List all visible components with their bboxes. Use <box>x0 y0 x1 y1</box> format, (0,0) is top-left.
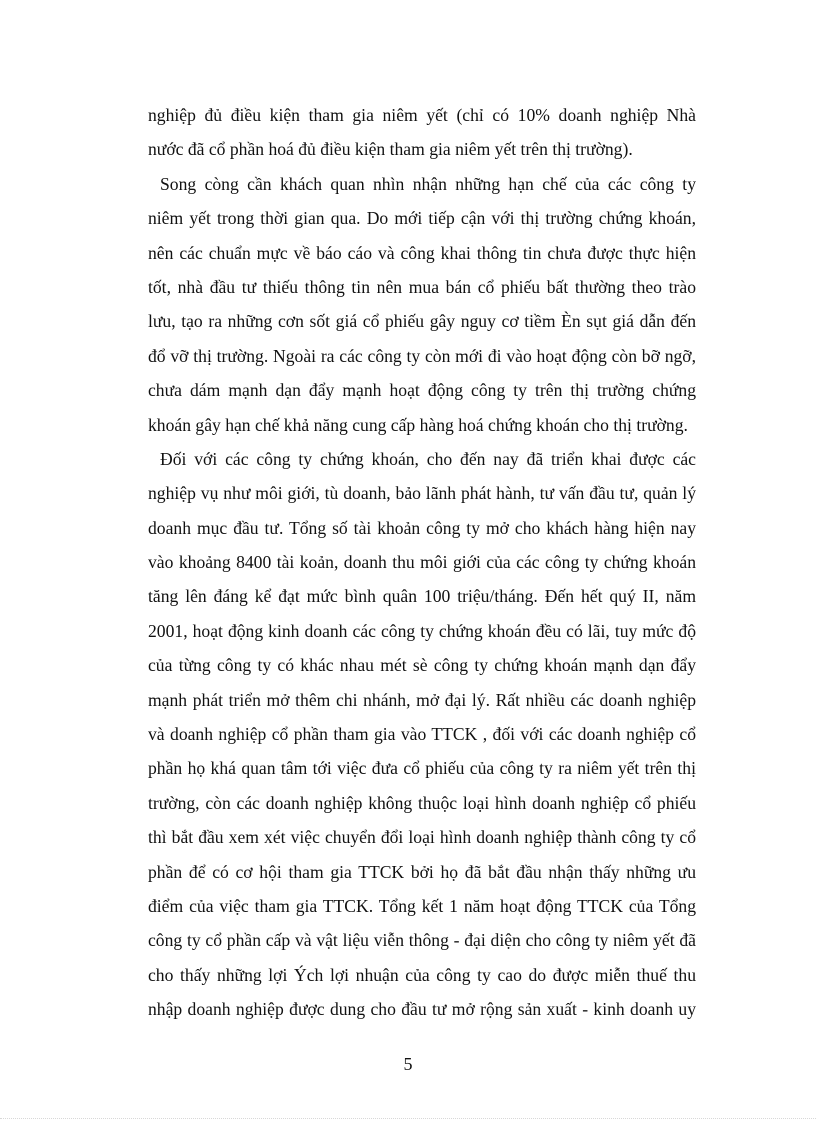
text-line: nghiệp đủ điều kiện tham gia niêm yết (chỉ có 10% doanh nghiệp Nhà <box>148 105 696 125</box>
text-line: doanh mục đầu tư. Tổng số tài khoản công ty mở cho khách hàng hiện nay <box>148 517 696 538</box>
text-line-paragraph-start: Song còng cần khách quan nhìn nhận những hạn chế của các công ty <box>160 173 696 194</box>
text-line: phần để có cơ hội tham gia TTCK bởi họ đã bắt đầu nhận thấy những ưu <box>148 861 696 882</box>
text-line: 2001, hoạt động kinh doanh các công ty chứng khoán đều có lãi, tuy mức độ <box>148 620 696 641</box>
text-line: nước đã cổ phần hoá đủ điều kiện tham gia niêm yết trên thị trường). <box>148 139 633 160</box>
text-line: và doanh nghiệp cổ phần tham gia vào TTCK , đối với các doanh nghiệp cổ <box>148 724 696 745</box>
text-line: khoán gây hạn chế khả năng cung cấp hàng hoá chứng khoán cho thị trường. <box>148 414 688 435</box>
text-line: của từng công ty có khác nhau mét sè công ty chứng khoán mạnh dạn đẩy <box>148 655 696 676</box>
text-line: nghiệp vụ như môi giới, tù doanh, bảo lãnh phát hành, tư vấn đầu tư, quản lý <box>148 483 696 504</box>
text-line: cho thấy những lợi Ých lợi nhuận của công ty cao do được miễn thuế thu <box>148 964 696 985</box>
text-line: nên các chuẩn mực về báo cáo và công khai thông tin chưa được thực hiện <box>148 242 696 263</box>
page-number: 5 <box>403 1054 413 1074</box>
text-line: điểm của việc tham gia TTCK. Tổng kết 1 năm hoạt động TTCK của Tổng <box>148 895 696 916</box>
page-bottom-divider <box>0 1118 816 1119</box>
text-line: chưa dám mạnh dạn đẩy mạnh hoạt động công ty trên thị trường chứng <box>148 380 696 401</box>
text-line: đổ vỡ thị trường. Ngoài ra các công ty còn mới đi vào hoạt động còn bỡ ngỡ, <box>148 345 696 366</box>
text-line: phần họ khá quan tâm tới việc đưa cổ phiếu của công ty ra niêm yết trên thị <box>148 758 696 779</box>
text-line: vào khoảng 8400 tài koản, doanh thu môi giới của các công ty chứng khoán <box>148 552 696 573</box>
body-text <box>148 98 696 1027</box>
text-line: niêm yết trong thời gian qua. Do mới tiếp cận với thị trường chứng khoán, <box>148 208 696 229</box>
text-line: nhập doanh nghiệp được dung cho đầu tư mở rộng sản xuất - kinh doanh uy <box>148 999 696 1020</box>
text-line: tốt, nhà đầu tư thiếu thông tin nên mua bán cổ phiếu bất thường theo trào <box>148 276 696 297</box>
text-line: thì bắt đầu xem xét việc chuyển đổi loại hình doanh nghiệp thành công ty cổ <box>148 827 696 848</box>
text-line: công ty cổ phần cấp và vật liệu viễn thông - đại diện cho công ty niêm yết đã <box>148 930 696 951</box>
text-line-paragraph-start: Đối với các công ty chứng khoán, cho đến nay đã triển khai được các <box>160 448 696 469</box>
text-line: mạnh phát triển mở thêm chi nhánh, mở đại lý. Rất nhiều các doanh nghiệp <box>148 689 696 710</box>
text-line: tăng lên đáng kể đạt mức bình quân 100 triệu/tháng. Đến hết quý II, năm <box>148 586 696 607</box>
text-line: lưu, tạo ra những cơn sốt giá cổ phiếu gây nguy cơ tiềm Èn sụt giá dẫn đến <box>148 311 696 332</box>
text-line: trường, còn các doanh nghiệp không thuộc loại hình doanh nghiệp cổ phiếu <box>148 792 696 813</box>
